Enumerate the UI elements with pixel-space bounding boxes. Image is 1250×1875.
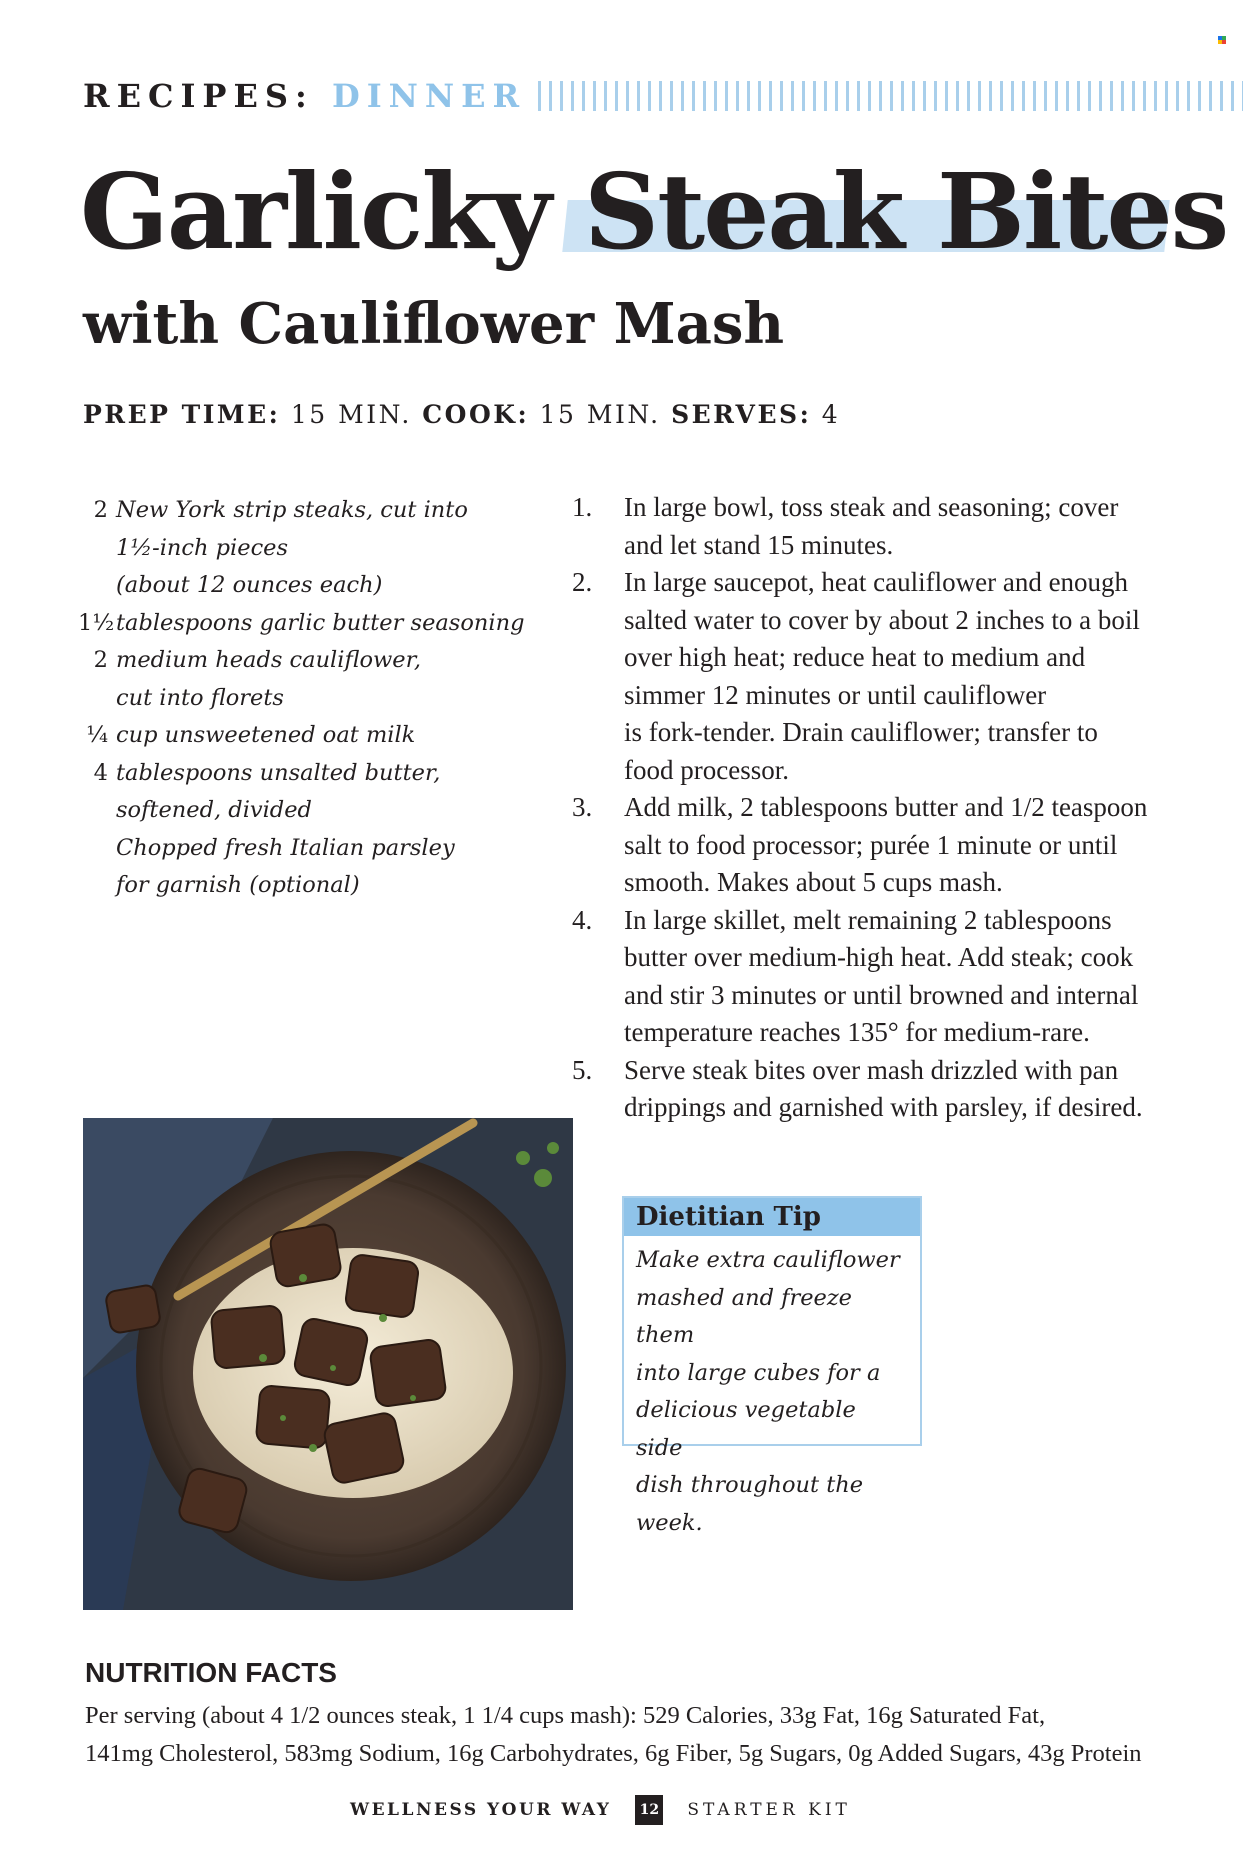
ingredient-line: cut into florets <box>116 684 284 711</box>
recipe-title-part2: Steak Bites <box>584 150 1228 273</box>
ingredient-item <box>78 642 538 717</box>
footer-publication: WELLNESS YOUR WAY <box>350 1800 612 1820</box>
ingredient-line: 1½-inch pieces <box>116 534 289 561</box>
dietitian-tip-title: Dietitian Tip <box>624 1198 920 1236</box>
ingredient-item <box>78 755 538 830</box>
dietitian-tip-body <box>624 1236 920 1542</box>
section-accent: DINNER <box>331 77 527 115</box>
ingredient-line: tablespoons unsalted butter, <box>116 759 441 786</box>
step-line: simmer 12 minutes or until cauliflower <box>624 679 1047 710</box>
step-line: food processor. <box>624 754 789 785</box>
decorative-tick-rule <box>538 81 1243 111</box>
ingredient-text <box>116 755 538 830</box>
step-line: and stir 3 minutes or until browned and internal <box>624 979 1139 1010</box>
recipe-title-part1: Garlicky <box>80 150 550 273</box>
cook-label: COOK: <box>422 400 530 429</box>
nutrition-text <box>85 1697 1185 1772</box>
ingredient-line: for garnish (optional) <box>116 872 360 898</box>
ingredient-qty: 2 <box>93 497 108 523</box>
step-line: is fork-tender. Drain cauliflower; transfer to <box>624 717 1098 747</box>
section-header <box>83 76 1243 116</box>
prep-value: 15 MIN. <box>290 400 412 429</box>
ingredient-text <box>116 492 538 605</box>
step-line: drippings and garnished with parsley, if desired. <box>624 1092 1143 1122</box>
footer-section: STARTER KIT <box>687 1800 851 1820</box>
tip-line: dish throughout the week. <box>636 1472 864 1536</box>
ingredient-line: Chopped fresh Italian parsley <box>116 834 455 861</box>
section-label <box>83 77 526 115</box>
tip-line: mashed and freeze them <box>636 1284 853 1348</box>
step-text <box>624 789 1172 902</box>
step-text <box>624 489 1172 564</box>
ingredient-text <box>116 642 538 717</box>
color-registration-mark <box>1218 36 1226 44</box>
ingredient-line: tablespoons garlic butter seasoning <box>116 609 525 636</box>
ingredient-qty: 4 <box>93 759 108 786</box>
ingredient-qty: ¼ <box>86 722 108 748</box>
direction-step <box>572 489 1172 564</box>
step-number: 5. <box>572 1054 593 1085</box>
recipe-meta <box>83 400 840 429</box>
page-number: 12 <box>635 1795 663 1825</box>
steak-plate-illustration <box>83 1118 573 1610</box>
tip-line: Make extra cauliflower <box>636 1247 900 1273</box>
ingredient-line: cup unsweetened oat milk <box>116 722 416 748</box>
section-prefix: RECIPES: <box>83 77 314 115</box>
step-line: In large saucepot, heat cauliflower and enough <box>624 567 1129 597</box>
step-line: and let stand 15 minutes. <box>624 529 894 560</box>
step-line: temperature reaches 135° for medium-rare. <box>624 1017 1090 1047</box>
step-line: In large skillet, melt remaining 2 tablespoons <box>624 904 1112 935</box>
step-line: smooth. Makes about 5 cups mash. <box>624 867 1003 897</box>
ingredient-text <box>116 717 538 755</box>
ingredient-item <box>78 605 538 643</box>
directions-list <box>572 489 1172 1127</box>
direction-step <box>572 789 1172 902</box>
ingredient-line: medium heads cauliflower, <box>116 647 422 673</box>
serves-value: 4 <box>821 400 841 429</box>
ingredient-qty: 2 <box>93 647 108 673</box>
nutrition-title: NUTRITION FACTS <box>85 1657 337 1688</box>
nutrition-line: 141mg Cholesterol, 583mg Sodium, 16g Carbohydrates, 6g Fiber, 5g Sugars, 0g Added Sugars, 43g Protein <box>85 1739 1142 1767</box>
direction-step <box>572 1052 1172 1127</box>
tip-line: into large cubes for a <box>636 1359 881 1386</box>
step-line: salt to food processor; purée 1 minute or until <box>624 829 1118 860</box>
recipe-subtitle: with Cauliflower Mash <box>83 291 785 357</box>
direction-step <box>572 902 1172 1052</box>
step-line: In large bowl, toss steak and seasoning; cover <box>624 492 1119 522</box>
ingredient-line: New York strip steaks, cut into <box>116 497 468 523</box>
step-number: 1. <box>572 492 593 522</box>
ingredient-qty <box>78 830 116 905</box>
ingredients-list <box>78 492 538 905</box>
ingredient-line: softened, divided <box>116 797 312 823</box>
step-number: 3. <box>572 792 593 822</box>
ingredient-text <box>116 830 538 905</box>
dietitian-tip-box <box>622 1196 922 1536</box>
nutrition-line: Per serving (about 4 1/2 ounces steak, 1 1/4 cups mash): 529 Calories, 33g Fat, 16g Saturated Fat, <box>85 1702 1046 1729</box>
step-number: 2. <box>572 567 593 597</box>
prep-label: PREP TIME: <box>83 400 281 429</box>
tip-line: delicious vegetable side <box>636 1397 856 1461</box>
step-line: salted water to cover by about 2 inches to a boil <box>624 604 1140 635</box>
step-line: Serve steak bites over mash drizzled with pan <box>624 1054 1119 1085</box>
direction-step <box>572 564 1172 789</box>
recipe-title <box>80 150 1228 273</box>
step-text <box>624 1052 1172 1127</box>
cook-value: 15 MIN. <box>539 400 661 429</box>
step-line: over high heat; reduce heat to medium and <box>624 642 1086 672</box>
ingredient-item <box>78 830 538 905</box>
ingredient-qty: 1½ <box>78 609 115 636</box>
step-text <box>624 902 1172 1052</box>
step-text <box>624 564 1172 789</box>
step-number: 4. <box>572 904 593 935</box>
ingredient-item <box>78 717 538 755</box>
ingredient-item <box>78 492 538 605</box>
serves-label: SERVES: <box>671 400 812 429</box>
step-line: Add milk, 2 tablespoons butter and 1/2 teaspoon <box>624 792 1148 822</box>
page-footer <box>350 1794 851 1826</box>
ingredient-text <box>116 605 538 643</box>
recipe-photo <box>83 1118 573 1610</box>
step-line: butter over medium-high heat. Add steak; cook <box>624 942 1134 972</box>
ingredient-line: (about 12 ounces each) <box>116 572 383 598</box>
